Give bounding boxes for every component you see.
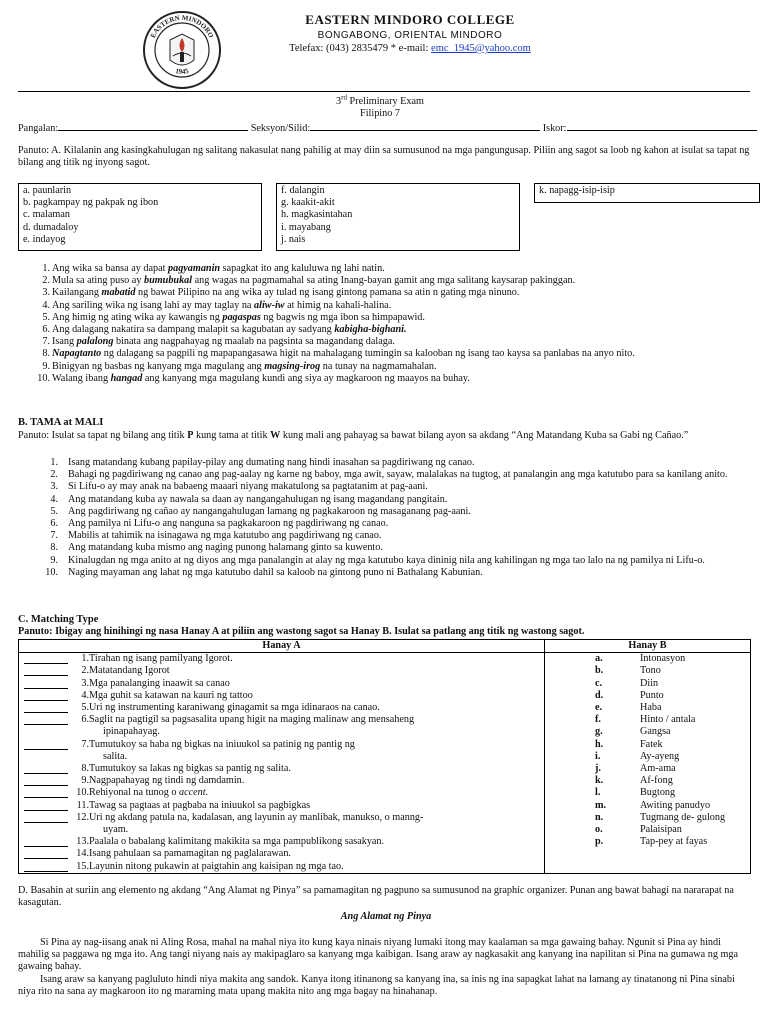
item-text: Tumutukoy sa lakas ng bigkas sa pantig ng salita. <box>89 763 291 775</box>
choice-letter: m. <box>595 799 607 811</box>
question-text: Ang dalagang nakatira sa dampang malapit sa kagubatan ay sadyang <box>52 324 335 336</box>
choice-letter: l. <box>595 787 601 799</box>
choice-letter: h. <box>595 738 604 750</box>
exam-title-rest: Preliminary Exam <box>346 96 424 107</box>
hanay-a-item <box>19 653 544 665</box>
hanay-a-item <box>19 702 544 714</box>
hanay-a-item <box>19 812 544 824</box>
answer-blank[interactable] <box>24 653 68 664</box>
choice-text: Awiting panudyo <box>640 799 711 811</box>
section-b-title: B. TAMA at MALI <box>18 417 104 428</box>
question-number: 4. <box>42 299 50 311</box>
section-b-instructions <box>18 430 754 442</box>
question-text: ang kanyang mga magulang kundi ang siya ay magkaroon ng maayos na buhay. <box>142 372 470 384</box>
statement-item <box>44 494 754 506</box>
question-text: ng bagwis ng mga ibon sa himpapawid. <box>260 311 425 323</box>
question-item <box>38 361 758 373</box>
statement-number: 8. <box>50 542 58 554</box>
question-item <box>38 348 758 360</box>
hanay-b-item <box>545 824 750 836</box>
choice-text: Fatek <box>640 738 663 750</box>
question-text: ng dalagang sa pagpili ng mapapangasawa higit na mahalagang tumingin sa kalooban ng isang tao kaysa sa panlabas na anyo nito. <box>101 348 635 360</box>
choice-text: Am-ama <box>640 763 676 775</box>
item-text: uyam. <box>103 824 129 836</box>
hanay-a-item <box>19 726 544 738</box>
letter-w: W <box>270 430 281 441</box>
question-number: 9. <box>42 360 50 372</box>
hanay-a-item <box>19 787 544 799</box>
hanay-b-item <box>545 775 750 787</box>
item-number: 1. <box>81 653 89 665</box>
section-label: Seksyon/Silid: <box>250 123 311 134</box>
statement-item <box>44 481 754 493</box>
item-number: 3. <box>81 677 89 689</box>
statement-item <box>44 457 754 469</box>
statement-text: Bahagi ng pagdiriwang ng canao ang pag-aalay ng karne ng baboy, mga awit, sayaw, malalakas na tugtog, at panalangin ang mga katutubo para sa kanilang anito. <box>68 469 728 481</box>
choice-letter: p. <box>595 836 604 848</box>
section-b-items <box>44 457 754 579</box>
key-word: Napagtanto <box>52 348 102 360</box>
item-number: 12. <box>76 811 89 823</box>
key-word: pagaspas <box>222 311 261 323</box>
statement-text: Kinalugdan ng mga anito at ng diyos ang mga panalangin at alay ng mga katutubo kaya dininig nila ang kahilingan ng mga tao lalo na ng pamilya ni Lifu-o. <box>68 554 705 566</box>
hanay-b-item <box>545 787 750 799</box>
choice-text: Af-fong <box>640 775 673 787</box>
choice-text: Intonasyon <box>640 653 686 665</box>
question-text: Binigyan ng basbas ng kanyang mga magulang ang <box>52 360 265 372</box>
question-text: ng bawat Pilipino na ang wika ay tulad ng isang gintong pamana sa atin n gating mga ninuno. <box>135 287 520 299</box>
question-text: ang wagas na pagmamahal sa ating Inang-bayan gamit ang mga salitang kaysarap pakinggan. <box>192 275 576 287</box>
statement-item <box>44 555 754 567</box>
choice-letter: f. <box>595 714 601 726</box>
item-number: 2. <box>81 665 89 677</box>
key-word: bumubukal <box>143 275 193 287</box>
choice-text: Punto <box>640 689 664 701</box>
item-number: 13. <box>76 836 89 848</box>
hanay-b-header: Hanay B <box>545 640 751 653</box>
statement-item <box>44 542 754 554</box>
student-info-fields <box>18 120 758 135</box>
question-text: Ang wika sa bansa ay dapat <box>52 263 168 274</box>
statement-number: 6. <box>50 518 58 530</box>
hanay-a-column <box>19 653 545 874</box>
section-field[interactable] <box>310 120 540 131</box>
question-text: Ang himig ng ating wika ay kawangis ng <box>52 311 223 323</box>
item-number: 9. <box>81 775 89 787</box>
item-text: ipinapahayag. <box>103 726 160 738</box>
answer-blank[interactable] <box>24 678 68 689</box>
key-word: hangad <box>110 372 143 384</box>
hanay-b-item <box>545 739 750 751</box>
hanay-a-item <box>19 665 544 677</box>
choice-letter: j. <box>595 763 601 775</box>
letterhead <box>0 0 768 92</box>
key-word: magsing-irog <box>264 360 321 372</box>
choice-letter: d. <box>595 689 604 701</box>
choice-item: k. napagg-isip-isip <box>539 185 615 196</box>
question-item <box>38 336 758 348</box>
choice-item: c. malaman <box>23 209 70 221</box>
item-number: 6. <box>81 714 89 726</box>
hanay-b-item <box>545 653 750 665</box>
question-item <box>38 287 758 299</box>
statement-number: 9. <box>50 554 58 566</box>
key-word: aliw-iw <box>254 299 285 311</box>
item-text: Tirahan ng isang pamilyang Igorot. <box>89 653 233 665</box>
statement-number: 1. <box>50 457 58 468</box>
exam-title <box>230 93 530 108</box>
question-number: 8. <box>42 348 50 360</box>
story-paragraph: Isang araw sa kanyang pagluluto hindi niya makita ang sandok. Kanya itong itinanong sa kanyang ina, sa inis ng ina sapagkat lahat na lamang ay tinatanong ni Pina sinabi niya rito na sana ay magkaroon ito ng maraming mata upang makita nito ang mga bagay na hinahanap. <box>18 973 735 997</box>
answer-blank[interactable] <box>24 800 68 811</box>
choice-item: e. indayog <box>23 233 66 245</box>
item-text: salita. <box>103 750 128 762</box>
item-text: Saglit na pagtigil sa pagsasalita upang higit na maging malinaw ang mensaheng <box>89 714 415 726</box>
choice-item: a. paunlarin <box>23 185 72 196</box>
hanay-a-item <box>19 690 544 702</box>
hanay-a-item <box>19 678 544 690</box>
statement-text: Mabilis at tahimik na isinagawa ng mga katutubo ang pagdiriwang ng canao. <box>68 530 382 542</box>
item-text: Uri ng instrumenting karaniwang ginagamit sa mga idinaraos na canao. <box>89 702 380 714</box>
section-c-instructions: Panuto: Ibigay ang hinihingi ng nasa Hanay A at piliin ang wastong sagot sa Hanay B. Isulat sa patlang ang titik ng wastong sagot. <box>18 626 585 637</box>
email-link[interactable]: emc_1945@yahoo.com <box>431 43 531 54</box>
item-number: 4. <box>81 689 89 701</box>
answer-blank[interactable] <box>24 739 68 750</box>
question-text: Walang ibang <box>52 372 111 384</box>
answer-blank[interactable] <box>24 665 68 676</box>
telefax-text: Telefax: (043) 2835479 * e-mail: <box>289 43 432 54</box>
choice-item: b. pagkampay ng pakpak ng ibon <box>23 197 159 209</box>
statement-item <box>44 469 754 481</box>
statement-number: 2. <box>50 469 58 481</box>
choice-text: Bugtong <box>640 787 676 799</box>
hanay-b-item <box>545 714 750 726</box>
answer-blank[interactable] <box>24 763 68 774</box>
choice-letter: e. <box>595 702 603 714</box>
college-name: EASTERN MINDORO COLLEGE <box>305 12 515 27</box>
statement-number: 7. <box>50 530 58 542</box>
score-label: Iskor: <box>542 123 567 134</box>
answer-blank[interactable] <box>24 848 68 859</box>
statement-text: Si Lifu-o ay may anak na babaeng maaari niyang makatulong sa pagtatanim at pag-aani. <box>68 481 428 493</box>
item-number: 15. <box>76 860 89 872</box>
item-text: Nagpapahayag ng tindi ng damdamin. <box>89 775 245 787</box>
answer-blank[interactable] <box>24 775 68 786</box>
statement-number: 4. <box>50 493 58 505</box>
svg-text:1945 <box>175 67 190 76</box>
answer-blank[interactable] <box>24 861 68 872</box>
choice-text: Hinto / antala <box>640 714 696 726</box>
choice-text: Tugmang de- gulong <box>640 811 726 823</box>
hanay-b-item <box>545 812 750 824</box>
choice-letter: i. <box>595 750 601 762</box>
question-text: sapagkat ito ang kaluluwa ng lahi natin. <box>220 263 385 274</box>
letter-p: P <box>187 430 194 441</box>
question-number: 6. <box>42 324 50 336</box>
item-text: Mga panalanging inaawit sa canao <box>89 677 230 689</box>
choice-text: Gangsa <box>640 726 671 738</box>
question-item <box>38 324 758 336</box>
hanay-b-column <box>545 653 751 874</box>
item-text: Tumutukoy sa haba ng bigkas na iniuukol sa patinig ng pantig ng <box>89 738 355 750</box>
choice-item: j. nais <box>281 233 306 245</box>
question-text: Kailangang <box>52 287 102 299</box>
choice-text: Tono <box>640 665 661 677</box>
hanay-b-item <box>545 690 750 702</box>
statement-text: Ang pamilya ni Lifu-o ang nanguna sa pagkakaroon ng pagdiriwang ng canao. <box>68 518 389 530</box>
question-item <box>38 275 758 287</box>
section-c-title: C. Matching Type <box>18 614 99 625</box>
item-text: Paalala o babalang kalimitang makikita sa mga pampublikong sasakyan. <box>89 836 385 848</box>
hanay-b-item <box>545 702 750 714</box>
name-label: Pangalan: <box>18 123 59 134</box>
statement-text: Ang pagdiriwang ng cañao ay nangangahulugan lamang ng pagkakaroon ng masaganang pag-aani. <box>68 505 471 517</box>
item-text: Tawag sa pagtaas at pagbaba na iniuukol sa pagbigkas <box>89 799 311 811</box>
hanay-a-item <box>19 739 544 751</box>
statement-item <box>44 567 754 579</box>
statement-text: Naging mayaman ang lahat ng mga katutubo dahil sa kaloob na gintong puno ni Bathalang Kabunian. <box>68 566 483 578</box>
choice-item: f. dalangin <box>281 185 325 196</box>
statement-text: Ang matandang kuba mismo ang naging punong halamang ginto sa kuwento. <box>68 542 383 554</box>
question-text: Mula sa ating puso ay <box>52 275 144 287</box>
answer-blank[interactable] <box>24 690 68 701</box>
item-text: Uri ng akdang patula na, kadalasan, ang layunin ay manlibak, manukso, o manng- <box>89 811 424 823</box>
key-word: palalong <box>76 336 114 348</box>
header-divider <box>18 91 750 92</box>
hanay-b-item <box>545 800 750 812</box>
question-number: 5. <box>42 311 50 323</box>
question-number: 3. <box>42 287 50 299</box>
answer-blank[interactable] <box>24 787 68 798</box>
statement-number: 3. <box>50 481 58 493</box>
hanay-a-item <box>19 775 544 787</box>
hanay-a-item <box>19 836 544 848</box>
hanay-a-item <box>19 824 544 836</box>
question-text: binata ang nagpahayag ng maalab na pagsinta sa magandang dalaga. <box>113 336 395 348</box>
item-number: 5. <box>81 702 89 714</box>
item-text: Matatandang Igorot <box>89 665 170 677</box>
hanay-b-item <box>545 678 750 690</box>
question-number: 7. <box>42 336 50 348</box>
question-text: Isang <box>52 336 77 348</box>
choice-letter: k. <box>595 775 604 787</box>
panuto-b-text-1: Panuto: Isulat sa tapat ng bilang ang titik <box>18 430 188 441</box>
story-body <box>18 937 754 998</box>
seal-text-top: EASTERN MINDORO <box>148 13 216 40</box>
choice-letter: n. <box>595 811 604 823</box>
seal-text-bottom: 1945 <box>174 66 190 76</box>
choices-box-1 <box>18 183 262 251</box>
choice-letter: g. <box>595 726 603 738</box>
section-d-instructions: D. Basahin at suriin ang elemento ng akdang “Ang Alamat ng Pinya” sa pamamagitan ng pagpuno sa sumusunod na graphic organizer. Punan ang bawat bahagi na nararapat na kasagutan. <box>18 885 734 909</box>
key-word: mabatid <box>101 287 136 299</box>
choice-text: Diin <box>640 677 659 689</box>
question-number: 2. <box>42 275 50 287</box>
question-item <box>38 300 758 312</box>
item-emphasis: accent. <box>178 787 209 799</box>
choice-item: g. kaakit-akit <box>281 197 335 209</box>
choices-box-3 <box>534 183 760 203</box>
item-number: 10. <box>76 787 89 799</box>
college-contact <box>210 43 610 55</box>
section-a-items <box>38 263 758 385</box>
exam-subject: Filipino 7 <box>360 108 400 119</box>
answer-blank[interactable] <box>24 836 68 847</box>
hanay-a-item <box>19 714 544 726</box>
choice-item: i. mayabang <box>281 221 331 233</box>
statement-item <box>44 506 754 518</box>
item-text: Rehiyonal na tunog o <box>89 787 179 799</box>
item-text: Layunin nitong pukawin at paigtahin ang kaisipan ng mga tao. <box>89 860 344 872</box>
choice-text: Palaisipan <box>640 824 682 836</box>
choice-item: d. dumadaloy <box>23 221 79 233</box>
statement-text: Isang matandang kubang papilay-pilay ang dumating nang hindi inasahan sa pagdiriwang ng canao. <box>68 457 475 468</box>
statement-text: Ang matandang kuba ay nawala sa daan ay nangangahulugan ng isang magandang pangitain. <box>68 493 448 505</box>
choice-letter: a. <box>595 653 603 665</box>
item-number: 8. <box>81 763 89 775</box>
choice-letter: c. <box>595 677 603 689</box>
answer-blank[interactable] <box>24 714 68 725</box>
score-field[interactable] <box>567 120 757 131</box>
choice-letter: b. <box>595 665 604 677</box>
hanay-a-item <box>19 861 544 873</box>
hanay-b-item <box>545 836 750 848</box>
answer-blank[interactable] <box>24 812 68 823</box>
exam-title-sup: rd <box>341 93 347 102</box>
hanay-b-item <box>545 751 750 763</box>
statement-item <box>44 518 754 530</box>
question-text: na tunay na nagmamahalan. <box>320 360 437 372</box>
hanay-a-header: Hanay A <box>19 640 545 653</box>
key-word: pagyamanin <box>168 263 221 274</box>
hanay-a-item <box>19 763 544 775</box>
matching-table <box>18 639 751 874</box>
section-a-instructions: Panuto: A. Kilalanin ang kasingkahulugan ng salitang nakasulat nang pahilig at may diin sa sumusunod na mga pangungusap. Piliin ang sagot sa loob ng kahon at isulat sa tapat ng bilang ang titik ng inyong sagot. <box>18 145 750 169</box>
answer-blank[interactable] <box>24 702 68 713</box>
choice-text: Haba <box>640 702 662 714</box>
name-field[interactable] <box>58 120 248 131</box>
choice-text: Tap-pey at fayas <box>640 836 708 848</box>
choice-text: Ay-ayeng <box>640 750 680 762</box>
choice-letter: o. <box>595 824 603 836</box>
question-text: at himig na kahali-halina. <box>284 299 392 311</box>
question-item <box>38 263 758 275</box>
key-word: kabigha-bighani. <box>334 324 407 336</box>
question-number: 1. <box>42 263 50 274</box>
question-text: Ang sariling wika ng isang lahi ay may taglay na <box>52 299 255 311</box>
exam-title-number: 3 <box>336 96 342 107</box>
panuto-b-text-2: kung tama at titik <box>193 430 271 441</box>
question-item <box>38 312 758 324</box>
college-address: BONGABONG, ORIENTAL MINDORO <box>317 30 503 41</box>
statement-item <box>44 530 754 542</box>
hanay-b-item <box>545 665 750 677</box>
story-title: Ang Alamat ng Pinya <box>340 911 432 922</box>
hanay-a-item <box>19 751 544 763</box>
item-text: Isang pahulaan sa pamamagitan ng paglalarawan. <box>89 848 291 860</box>
question-item <box>38 373 758 385</box>
hanay-b-item <box>545 726 750 738</box>
hanay-b-item <box>545 763 750 775</box>
statement-number: 10. <box>45 566 58 578</box>
item-number: 14. <box>76 848 89 860</box>
choices-box-2 <box>276 183 520 251</box>
hanay-a-item <box>19 800 544 812</box>
choice-item: h. magkasintahan <box>281 209 353 221</box>
story-paragraph: Si Pina ay nag-iisang anak ni Aling Rosa, mahal na mahal niya ito kung kaya ninais niyang lumaki itong may kaalaman sa mga gawaing bahay. Ngunit si Pina ay hindi mahilig sa paggawa ng mga ito. Ang tangi niyang nais ay makipaglaro sa kanyang mga kaibigan. Isang araw ay nagkasakit ang kanyang ina napilitan si Pina na gumawa ng mga gawaing bahay. <box>18 937 739 973</box>
item-number: 11. <box>76 799 89 811</box>
hanay-a-item <box>19 848 544 860</box>
panuto-b-text-3: kung mali ang pahayag sa bawat bilang ayon sa akdang “Ang Matandang Kuba sa Gabi ng Cañao.” <box>280 430 689 441</box>
item-number: 7. <box>81 738 89 750</box>
statement-number: 5. <box>50 505 58 517</box>
question-number: 10. <box>37 372 50 384</box>
item-text: Mga guhit sa katawan na kauri ng tattoo <box>89 689 253 701</box>
